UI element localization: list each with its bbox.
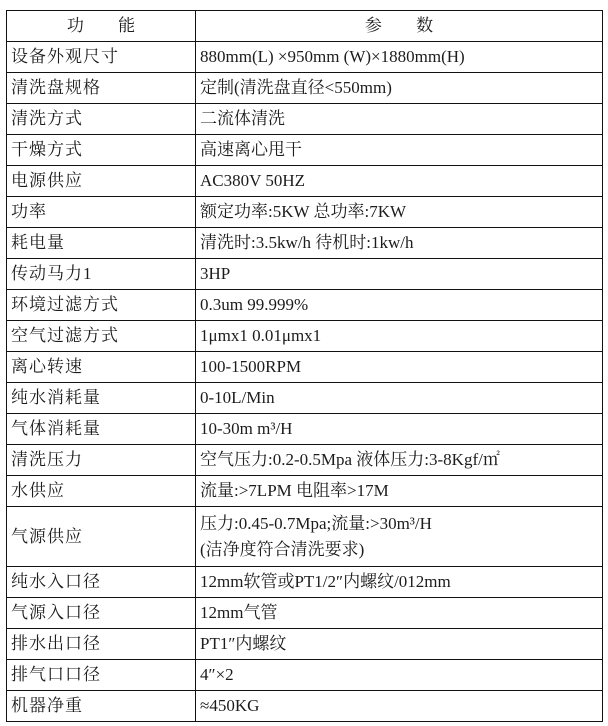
parameter-line: 压力:0.45-0.7Mpa;流量:>30m³/H [200, 513, 432, 533]
parameter-line: 100-1500RPM [200, 357, 302, 376]
parameter-cell [196, 73, 603, 104]
parameter-line: 4″×2 [200, 665, 234, 684]
function-cell: 耗电量 [7, 228, 196, 259]
parameter-line: 0-10L/Min [200, 388, 275, 407]
parameter-cell [196, 629, 603, 660]
parameter-line: ≈450KG [200, 696, 260, 715]
parameter-line: 额定功率:5KW 总功率:7KW [200, 202, 407, 221]
table-row [7, 290, 603, 321]
table-row [7, 73, 603, 104]
parameter-line: 流量:>7LPM 电阻率>17M [200, 481, 389, 500]
table-row [7, 629, 603, 660]
parameter-cell [196, 660, 603, 691]
parameter-cell [196, 507, 603, 567]
table-row [7, 228, 603, 259]
parameter-line: 定制(清洗盘直径<550mm) [200, 78, 392, 97]
function-cell: 气源供应 [7, 507, 196, 567]
table-row [7, 352, 603, 383]
function-cell: 纯水消耗量 [7, 383, 196, 414]
function-cell: 纯水入口径 [7, 567, 196, 598]
parameter-cell [196, 352, 603, 383]
parameter-cell [196, 135, 603, 166]
parameter-line: 二流体清洗 [200, 109, 285, 128]
header-parameter: 参 数 [196, 11, 603, 42]
table-row [7, 691, 603, 722]
header-row [7, 11, 603, 42]
parameter-cell [196, 290, 603, 321]
table-row [7, 42, 603, 73]
parameter-line: 10-30m m³/H [200, 419, 293, 438]
table-row [7, 598, 603, 629]
table-row [7, 197, 603, 228]
function-cell: 干燥方式 [7, 135, 196, 166]
table-row [7, 166, 603, 197]
parameter-line: 1μmx1 0.01μmx1 [200, 326, 322, 345]
header-function: 功 能 [7, 11, 196, 42]
parameter-line: 3HP [200, 264, 231, 283]
table-row [7, 104, 603, 135]
parameter-line: AC380V 50HZ [200, 171, 305, 190]
parameter-cell [196, 383, 603, 414]
parameter-cell [196, 445, 603, 476]
parameter-cell [196, 321, 603, 352]
parameter-cell [196, 259, 603, 290]
table-row [7, 259, 603, 290]
parameter-cell [196, 414, 603, 445]
function-cell: 气源入口径 [7, 598, 196, 629]
function-cell: 传动马力1 [7, 259, 196, 290]
table-row [7, 507, 603, 567]
table-row [7, 476, 603, 507]
spec-table [6, 10, 603, 722]
parameter-cell [196, 228, 603, 259]
table-row [7, 567, 603, 598]
function-cell: 离心转速 [7, 352, 196, 383]
parameter-line: 12mm软管或PT1/2″内螺纹/012mm [200, 572, 451, 591]
parameter-cell [196, 197, 603, 228]
parameter-line: 12mm气管 [200, 603, 278, 622]
table-row [7, 321, 603, 352]
table-row [7, 660, 603, 691]
parameter-cell [196, 104, 603, 135]
function-cell: 排水出口径 [7, 629, 196, 660]
parameter-line: PT1″内螺纹 [200, 634, 287, 653]
parameter-cell [196, 691, 603, 722]
parameter-line: 高速离心甩干 [200, 140, 302, 159]
function-cell: 功率 [7, 197, 196, 228]
parameter-cell [196, 476, 603, 507]
parameter-cell [196, 567, 603, 598]
function-cell: 气体消耗量 [7, 414, 196, 445]
parameter-line: 880mm(L) ×950mm (W)×1880mm(H) [200, 47, 465, 66]
function-cell: 环境过滤方式 [7, 290, 196, 321]
parameter-cell [196, 166, 603, 197]
table-row [7, 135, 603, 166]
function-cell: 清洗方式 [7, 104, 196, 135]
parameter-line: 清洗时:3.5kw/h 待机时:1kw/h [200, 233, 414, 252]
parameter-line: 0.3um 99.999% [200, 295, 309, 314]
parameter-cell [196, 42, 603, 73]
function-cell: 空气过滤方式 [7, 321, 196, 352]
function-cell: 清洗盘规格 [7, 73, 196, 104]
table-row [7, 414, 603, 445]
spec-table-body [7, 42, 603, 722]
function-cell: 电源供应 [7, 166, 196, 197]
function-cell: 机器净重 [7, 691, 196, 722]
table-row [7, 445, 603, 476]
parameter-line: (洁净度符合清洗要求) [200, 539, 365, 559]
function-cell: 清洗压力 [7, 445, 196, 476]
parameter-cell [196, 598, 603, 629]
function-cell: 排气口口径 [7, 660, 196, 691]
table-row [7, 383, 603, 414]
function-cell: 水供应 [7, 476, 196, 507]
parameter-line: 空气压力:0.2-0.5Mpa 液体压力:3-8Kgf/㎡ [200, 450, 500, 469]
function-cell: 设备外观尺寸 [7, 42, 196, 73]
